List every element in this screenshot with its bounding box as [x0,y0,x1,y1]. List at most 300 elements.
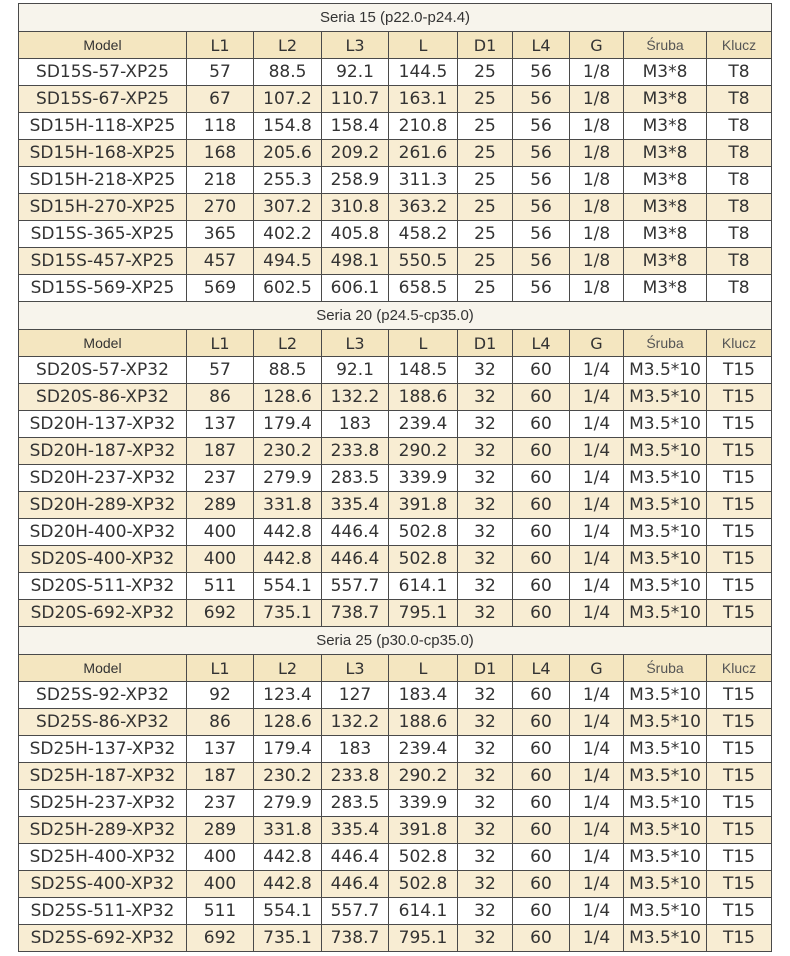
cell-model: SD25H-400-XP32 [19,844,187,871]
cell-l: 188.6 [389,709,458,736]
cell-klucz: T15 [707,384,772,411]
cell-l2: 123.4 [254,682,322,709]
cell-l3: 92.1 [322,357,389,384]
cell-d1: 32 [458,384,513,411]
cell-sruba: M3.5*10 [624,763,707,790]
table-row [19,275,772,302]
cell-l4: 56 [513,167,570,194]
cell-g: 1/8 [570,167,624,194]
cell-g: 1/4 [570,925,624,952]
series-title-row [19,4,772,32]
table-row [19,86,772,113]
cell-l3: 183 [322,411,389,438]
cell-sruba: M3*8 [624,275,707,302]
cell-l1: 511 [187,898,254,925]
cell-sruba: M3.5*10 [624,411,707,438]
cell-g: 1/8 [570,221,624,248]
table-row [19,221,772,248]
cell-klucz: T15 [707,709,772,736]
cell-l: 339.9 [389,790,458,817]
column-header-l4: L4 [513,655,570,682]
cell-l2: 128.6 [254,709,322,736]
column-header-g: G [570,32,624,59]
cell-l2: 554.1 [254,573,322,600]
cell-model: SD15H-118-XP25 [19,113,187,140]
cell-l3: 446.4 [322,844,389,871]
cell-sruba: M3*8 [624,59,707,86]
cell-l1: 237 [187,465,254,492]
column-header-l2: L2 [254,330,322,357]
cell-l4: 60 [513,384,570,411]
cell-l1: 137 [187,411,254,438]
cell-l2: 279.9 [254,790,322,817]
cell-l3: 158.4 [322,113,389,140]
cell-sruba: M3.5*10 [624,573,707,600]
cell-model: SD15S-365-XP25 [19,221,187,248]
cell-d1: 32 [458,898,513,925]
cell-sruba: M3*8 [624,194,707,221]
cell-sruba: M3*8 [624,113,707,140]
cell-l3: 335.4 [322,492,389,519]
cell-sruba: M3.5*10 [624,465,707,492]
cell-g: 1/8 [570,86,624,113]
cell-klucz: T8 [707,221,772,248]
table-row [19,519,772,546]
cell-l: 391.8 [389,817,458,844]
cell-l3: 132.2 [322,709,389,736]
cell-model: SD20H-187-XP32 [19,438,187,465]
cell-klucz: T15 [707,546,772,573]
table-row [19,871,772,898]
cell-l3: 209.2 [322,140,389,167]
column-header-row [19,330,772,357]
cell-l1: 457 [187,248,254,275]
table-row [19,194,772,221]
cell-l: 339.9 [389,465,458,492]
cell-g: 1/8 [570,248,624,275]
column-header-l2: L2 [254,655,322,682]
cell-l1: 57 [187,357,254,384]
cell-klucz: T15 [707,925,772,952]
cell-l4: 60 [513,871,570,898]
column-header-g: G [570,330,624,357]
column-header-d1: D1 [458,32,513,59]
cell-l: 795.1 [389,925,458,952]
column-header-l: L [389,330,458,357]
cell-l4: 60 [513,736,570,763]
cell-l1: 365 [187,221,254,248]
column-header-d1: D1 [458,655,513,682]
column-header-klucz: Klucz [707,655,772,682]
table-row [19,736,772,763]
cell-l2: 307.2 [254,194,322,221]
series-title-row [19,302,772,330]
cell-d1: 32 [458,925,513,952]
cell-l2: 735.1 [254,600,322,627]
cell-model: SD20S-86-XP32 [19,384,187,411]
column-header-l: L [389,655,458,682]
cell-g: 1/4 [570,709,624,736]
cell-l4: 56 [513,275,570,302]
cell-l1: 511 [187,573,254,600]
cell-l1: 289 [187,817,254,844]
cell-l2: 88.5 [254,357,322,384]
cell-l2: 442.8 [254,519,322,546]
cell-d1: 32 [458,817,513,844]
cell-l: 502.8 [389,844,458,871]
column-header-sruba: Śruba [624,655,707,682]
cell-d1: 32 [458,357,513,384]
cell-model: SD15S-67-XP25 [19,86,187,113]
cell-d1: 25 [458,59,513,86]
column-header-l4: L4 [513,330,570,357]
cell-d1: 25 [458,86,513,113]
table-row [19,546,772,573]
cell-d1: 25 [458,113,513,140]
cell-l2: 554.1 [254,898,322,925]
cell-sruba: M3.5*10 [624,817,707,844]
cell-klucz: T8 [707,113,772,140]
cell-d1: 32 [458,600,513,627]
cell-model: SD25S-511-XP32 [19,898,187,925]
cell-l1: 137 [187,736,254,763]
table-row [19,600,772,627]
cell-sruba: M3.5*10 [624,492,707,519]
cell-g: 1/8 [570,194,624,221]
table-row [19,790,772,817]
cell-sruba: M3*8 [624,86,707,113]
cell-sruba: M3*8 [624,167,707,194]
cell-g: 1/4 [570,763,624,790]
table-row [19,925,772,952]
cell-d1: 32 [458,790,513,817]
table-row [19,113,772,140]
cell-model: SD15S-57-XP25 [19,59,187,86]
cell-klucz: T8 [707,86,772,113]
cell-l3: 110.7 [322,86,389,113]
cell-g: 1/4 [570,492,624,519]
cell-l: 363.2 [389,194,458,221]
table-row [19,492,772,519]
cell-l1: 692 [187,925,254,952]
cell-l1: 270 [187,194,254,221]
cell-l3: 258.9 [322,167,389,194]
spec-table [18,3,772,952]
cell-model: SD15H-168-XP25 [19,140,187,167]
cell-l4: 60 [513,709,570,736]
column-header-klucz: Klucz [707,330,772,357]
cell-l: 148.5 [389,357,458,384]
cell-g: 1/8 [570,113,624,140]
cell-klucz: T15 [707,844,772,871]
column-header-g: G [570,655,624,682]
column-header-l1: L1 [187,330,254,357]
cell-l2: 331.8 [254,492,322,519]
cell-model: SD25S-92-XP32 [19,682,187,709]
series-title-row [19,627,772,655]
cell-l1: 67 [187,86,254,113]
cell-l4: 60 [513,546,570,573]
cell-klucz: T15 [707,817,772,844]
cell-d1: 32 [458,492,513,519]
cell-l4: 60 [513,357,570,384]
cell-l: 144.5 [389,59,458,86]
cell-g: 1/4 [570,411,624,438]
cell-l1: 92 [187,682,254,709]
cell-klucz: T15 [707,492,772,519]
cell-l3: 405.8 [322,221,389,248]
table-row [19,248,772,275]
cell-klucz: T15 [707,871,772,898]
cell-l4: 56 [513,140,570,167]
cell-model: SD20S-511-XP32 [19,573,187,600]
cell-l3: 127 [322,682,389,709]
cell-l4: 56 [513,194,570,221]
cell-l: 502.8 [389,546,458,573]
cell-l2: 179.4 [254,411,322,438]
cell-l4: 56 [513,59,570,86]
cell-l4: 60 [513,682,570,709]
column-header-l3: L3 [322,330,389,357]
cell-l3: 446.4 [322,871,389,898]
cell-l: 614.1 [389,898,458,925]
cell-d1: 25 [458,140,513,167]
cell-l4: 60 [513,573,570,600]
cell-klucz: T15 [707,682,772,709]
cell-l: 290.2 [389,763,458,790]
cell-model: SD20H-400-XP32 [19,519,187,546]
cell-d1: 32 [458,682,513,709]
cell-l2: 442.8 [254,844,322,871]
cell-l1: 187 [187,438,254,465]
table-row [19,763,772,790]
cell-d1: 25 [458,167,513,194]
cell-klucz: T15 [707,600,772,627]
cell-l4: 60 [513,438,570,465]
cell-l: 290.2 [389,438,458,465]
cell-sruba: M3.5*10 [624,790,707,817]
cell-l2: 107.2 [254,86,322,113]
cell-l: 239.4 [389,411,458,438]
cell-d1: 32 [458,519,513,546]
table-row [19,140,772,167]
cell-l1: 187 [187,763,254,790]
cell-l4: 56 [513,221,570,248]
cell-sruba: M3.5*10 [624,736,707,763]
column-header-model: Model [19,655,187,682]
cell-sruba: M3*8 [624,248,707,275]
cell-l3: 283.5 [322,465,389,492]
cell-d1: 32 [458,465,513,492]
cell-l2: 128.6 [254,384,322,411]
cell-l1: 400 [187,519,254,546]
cell-model: SD20S-57-XP32 [19,357,187,384]
cell-l1: 57 [187,59,254,86]
cell-klucz: T15 [707,763,772,790]
cell-l3: 557.7 [322,573,389,600]
cell-model: SD20S-400-XP32 [19,546,187,573]
cell-g: 1/4 [570,438,624,465]
table-row [19,465,772,492]
column-header-d1: D1 [458,330,513,357]
cell-d1: 32 [458,546,513,573]
cell-l: 163.1 [389,86,458,113]
cell-sruba: M3.5*10 [624,384,707,411]
cell-g: 1/8 [570,275,624,302]
cell-l: 391.8 [389,492,458,519]
cell-model: SD25S-692-XP32 [19,925,187,952]
cell-klucz: T15 [707,736,772,763]
cell-g: 1/4 [570,573,624,600]
cell-g: 1/4 [570,817,624,844]
cell-d1: 32 [458,871,513,898]
cell-sruba: M3.5*10 [624,844,707,871]
cell-l3: 233.8 [322,438,389,465]
cell-l: 210.8 [389,113,458,140]
cell-sruba: M3.5*10 [624,925,707,952]
cell-l3: 132.2 [322,384,389,411]
cell-sruba: M3.5*10 [624,709,707,736]
cell-l: 188.6 [389,384,458,411]
cell-d1: 32 [458,736,513,763]
cell-l: 239.4 [389,736,458,763]
cell-l2: 179.4 [254,736,322,763]
cell-g: 1/4 [570,465,624,492]
cell-l1: 168 [187,140,254,167]
column-header-model: Model [19,330,187,357]
cell-g: 1/4 [570,384,624,411]
cell-l3: 738.7 [322,925,389,952]
cell-l4: 60 [513,600,570,627]
cell-sruba: M3.5*10 [624,600,707,627]
cell-l1: 86 [187,709,254,736]
series-title: Seria 15 (p22.0-p24.4) [19,4,772,32]
cell-g: 1/4 [570,844,624,871]
column-header-row [19,655,772,682]
cell-l3: 557.7 [322,898,389,925]
cell-g: 1/4 [570,546,624,573]
cell-g: 1/4 [570,682,624,709]
cell-klucz: T15 [707,357,772,384]
cell-l2: 402.2 [254,221,322,248]
cell-d1: 25 [458,248,513,275]
cell-g: 1/4 [570,600,624,627]
cell-l3: 310.8 [322,194,389,221]
cell-l4: 60 [513,790,570,817]
column-header-l4: L4 [513,32,570,59]
cell-klucz: T8 [707,167,772,194]
cell-model: SD15S-569-XP25 [19,275,187,302]
column-header-l1: L1 [187,32,254,59]
cell-klucz: T15 [707,790,772,817]
cell-sruba: M3.5*10 [624,546,707,573]
table-row [19,167,772,194]
cell-model: SD15H-270-XP25 [19,194,187,221]
cell-sruba: M3.5*10 [624,519,707,546]
cell-l: 458.2 [389,221,458,248]
cell-l: 261.6 [389,140,458,167]
cell-d1: 32 [458,438,513,465]
spec-table-container [18,3,772,952]
cell-model: SD25H-137-XP32 [19,736,187,763]
cell-l3: 446.4 [322,519,389,546]
cell-model: SD20H-137-XP32 [19,411,187,438]
cell-g: 1/4 [570,736,624,763]
cell-l2: 442.8 [254,871,322,898]
cell-l3: 92.1 [322,59,389,86]
cell-l: 502.8 [389,519,458,546]
cell-d1: 32 [458,411,513,438]
cell-klucz: T8 [707,194,772,221]
cell-l4: 60 [513,898,570,925]
cell-g: 1/4 [570,357,624,384]
cell-l2: 230.2 [254,438,322,465]
table-row [19,573,772,600]
cell-l1: 237 [187,790,254,817]
cell-l1: 400 [187,546,254,573]
cell-klucz: T15 [707,573,772,600]
table-row [19,682,772,709]
cell-l: 183.4 [389,682,458,709]
cell-klucz: T15 [707,519,772,546]
cell-d1: 25 [458,221,513,248]
cell-model: SD15H-218-XP25 [19,167,187,194]
table-row [19,817,772,844]
table-row [19,438,772,465]
cell-l1: 86 [187,384,254,411]
cell-klucz: T8 [707,248,772,275]
cell-l2: 255.3 [254,167,322,194]
cell-l: 311.3 [389,167,458,194]
cell-l4: 56 [513,86,570,113]
cell-l2: 230.2 [254,763,322,790]
cell-model: SD25H-289-XP32 [19,817,187,844]
cell-g: 1/8 [570,59,624,86]
cell-klucz: T15 [707,438,772,465]
cell-l3: 233.8 [322,763,389,790]
cell-model: SD25H-187-XP32 [19,763,187,790]
cell-d1: 32 [458,573,513,600]
cell-sruba: M3.5*10 [624,438,707,465]
column-header-l3: L3 [322,655,389,682]
cell-sruba: M3.5*10 [624,898,707,925]
cell-g: 1/4 [570,790,624,817]
cell-g: 1/4 [570,871,624,898]
cell-l3: 183 [322,736,389,763]
cell-d1: 25 [458,275,513,302]
cell-sruba: M3.5*10 [624,871,707,898]
cell-g: 1/8 [570,140,624,167]
table-row [19,411,772,438]
cell-l2: 442.8 [254,546,322,573]
cell-klucz: T15 [707,898,772,925]
cell-l4: 56 [513,113,570,140]
cell-l3: 606.1 [322,275,389,302]
column-header-row [19,32,772,59]
cell-l4: 60 [513,465,570,492]
cell-l1: 118 [187,113,254,140]
cell-l2: 331.8 [254,817,322,844]
table-row [19,844,772,871]
cell-model: SD25S-86-XP32 [19,709,187,736]
cell-klucz: T15 [707,465,772,492]
cell-d1: 32 [458,763,513,790]
cell-model: SD25H-237-XP32 [19,790,187,817]
cell-l1: 218 [187,167,254,194]
cell-model: SD20H-237-XP32 [19,465,187,492]
cell-l1: 400 [187,844,254,871]
cell-l4: 60 [513,925,570,952]
